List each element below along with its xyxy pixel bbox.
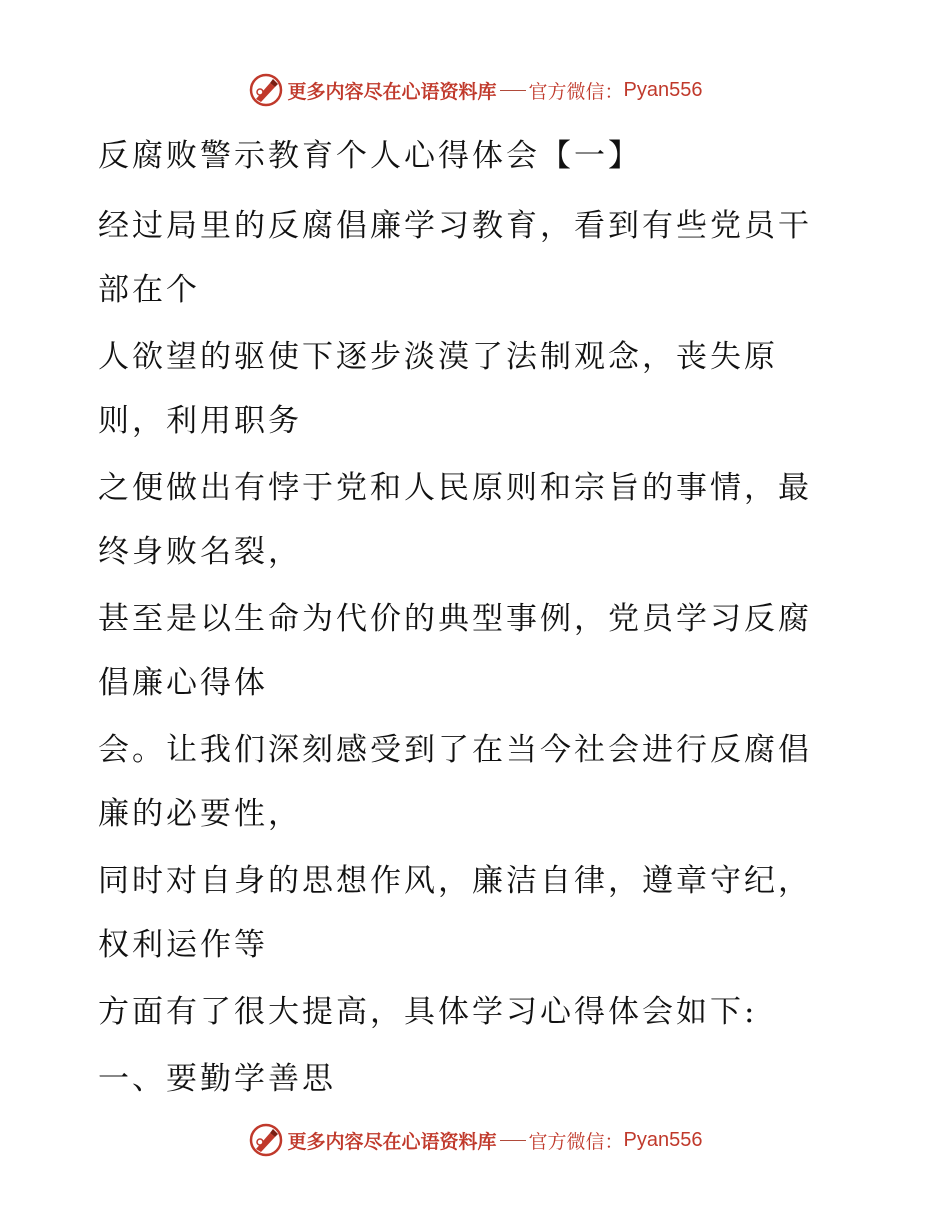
- paragraph-4: 甚至是以生命为代价的典型事例，党员学习反腐倡廉心得体: [98, 601, 812, 701]
- watermark-main-text: 更多内容尽在心语资料库: [287, 80, 497, 103]
- watermark-banner-top: [0, 70, 950, 110]
- paragraph-1: 经过局里的反腐倡廉学习教育，看到有些党员干部在个: [98, 208, 812, 308]
- paragraph-2: 人欲望的驱使下逐步淡漠了法制观念，丧失原则，利用职务: [98, 339, 778, 439]
- pen-logo-icon: [248, 1122, 284, 1158]
- paragraph-7: 方面有了很大提高，具体学习心得体会如下:: [98, 994, 758, 1030]
- document-body: [98, 124, 838, 1114]
- watermark-divider: [500, 1140, 526, 1141]
- watermark-wechat-label: 官方微信：: [528, 1130, 624, 1153]
- section-heading: 一、要勤学善思: [98, 1061, 336, 1097]
- paragraph-3: 之便做出有悖于党和人民原则和宗旨的事情，最终身败名裂，: [98, 470, 812, 570]
- paragraph-6: 同时对自身的思想作风，廉洁自律，遵章守纪，权利运作等: [98, 863, 812, 963]
- document-title: 反腐败警示教育个人心得体会【一】: [98, 138, 642, 174]
- pen-logo-icon: [248, 72, 284, 108]
- watermark-main-text: 更多内容尽在心语资料库: [287, 1130, 497, 1153]
- watermark-wechat-id: Pyan556: [623, 1128, 703, 1151]
- watermark-banner-bottom: [0, 1120, 950, 1160]
- watermark-wechat-label: 官方微信：: [528, 80, 624, 103]
- watermark-wechat-id: Pyan556: [623, 78, 703, 101]
- watermark-divider: [500, 90, 526, 91]
- paragraph-5: 会。让我们深刻感受到了在当今社会进行反腐倡廉的必要性，: [98, 732, 812, 832]
